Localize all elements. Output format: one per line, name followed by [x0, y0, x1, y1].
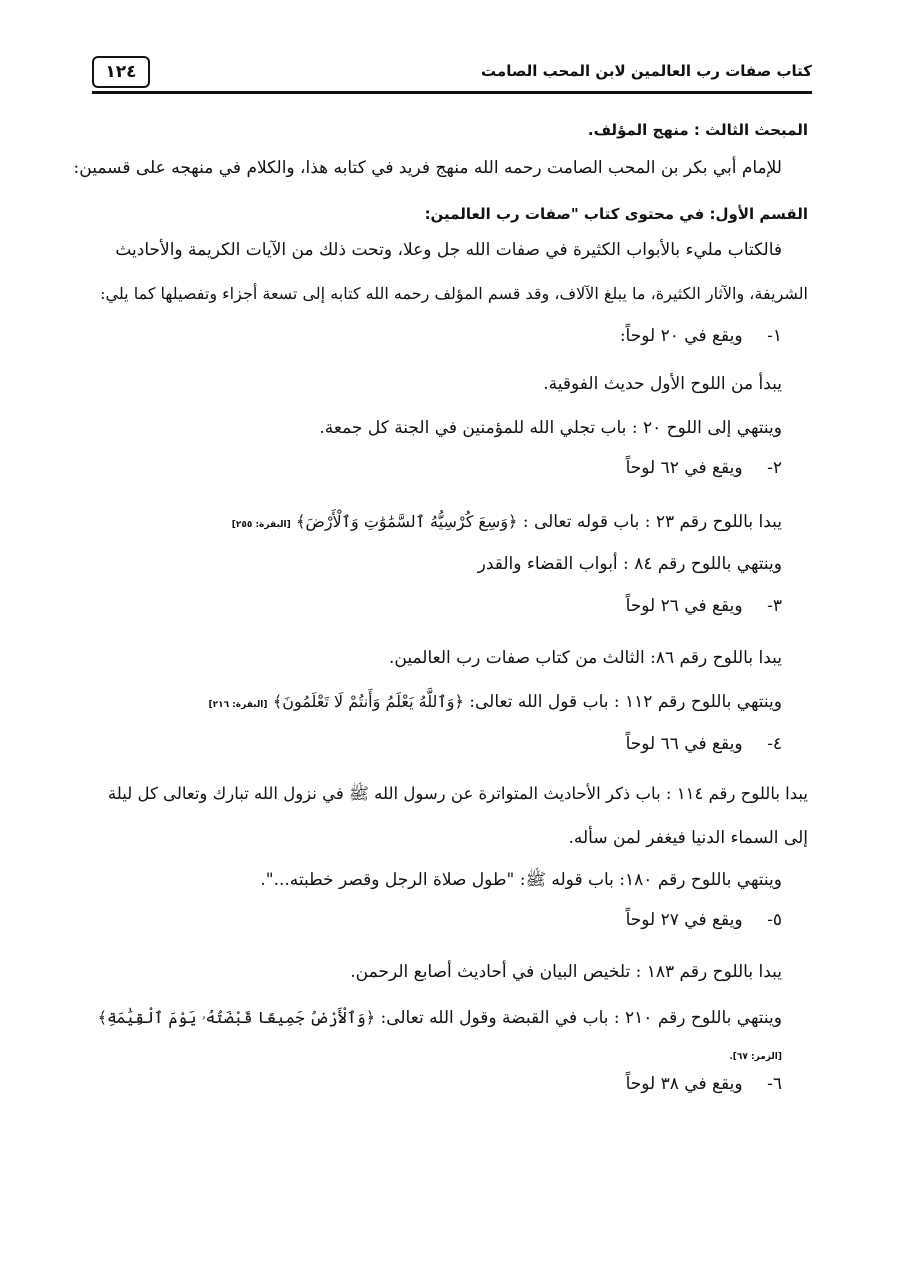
- running-title: كتاب صفات رب العالمين لابن المحب الصامت: [481, 62, 812, 80]
- list-item-title: [626, 908, 782, 932]
- item-end: وينتهي باللوح رقم ١٨٠: باب قوله ﷺ: "طول صلاة الرجل وقصر خطبته...".: [260, 870, 782, 890]
- item-title: ويقع في ٢٦ لوحاً: [625, 596, 743, 616]
- page-header: [92, 56, 812, 92]
- item-title: ويقع في ٢٧ لوحاً: [625, 910, 743, 930]
- item-number: ٣-: [767, 596, 782, 616]
- item-title: ويقع في ٦٢ لوحاً: [625, 458, 743, 478]
- item-start-continued: إلى السماء الدنيا فيغفر لمن سأله.: [568, 828, 808, 848]
- part-heading: القسم الأول: في محتوى كتاب "صفات رب العالمين:: [424, 205, 808, 223]
- item-number: ٦-: [767, 1074, 782, 1094]
- item-start: [232, 510, 782, 537]
- quran-verse: ﴿وَٱلْأَرْضُ جَمِيعًا قَبْضَتُهُۥ يَوْمَ ٱلْقِيَٰمَةِ﴾: [97, 1008, 376, 1027]
- list-item-title: [620, 324, 782, 348]
- item-title: ويقع في ٣٨ لوحاً: [625, 1074, 743, 1094]
- item-end: [208, 690, 782, 717]
- item-start: يبدا باللوح رقم ١١٤ : باب ذكر الأحاديث المتواترة عن رسول الله ﷺ في نزول الله تبارك وتعالى كل ليلة: [107, 784, 808, 803]
- paragraph-line: الشريفة، والآثار الكثيرة، ما يبلغ الآلاف، وقد قسم المؤلف رحمه الله كتابه إلى تسعة أجزاء وتفصيلها كما يلي:: [100, 284, 808, 303]
- item-start: يبدا باللوح رقم ١٨٣ : تلخيص البيان في أحاديث أصابع الرحمن.: [350, 962, 782, 982]
- page-number: ١٢٤: [92, 56, 150, 88]
- item-end: [98, 1006, 782, 1030]
- list-item-title: [626, 594, 782, 618]
- list-item-title: [626, 732, 782, 756]
- item-number: ٢-: [767, 458, 782, 478]
- item-end-text: وينتهي باللوح رقم ٢١٠ : باب في القبضة وقول الله تعالى:: [380, 1008, 782, 1028]
- item-start: يبدا باللوح رقم ٨٦: الثالث من كتاب صفات رب العالمين.: [389, 648, 782, 668]
- list-item-title: [626, 1072, 782, 1096]
- item-start-text: يبدا باللوح رقم ٢٣ : باب قوله تعالى :: [522, 512, 782, 532]
- verse-reference: [البقرة: ٢٥٥]: [231, 520, 291, 530]
- list-item-title: [626, 456, 782, 480]
- intro-paragraph: للإمام أبي بكر بن المحب الصامت رحمه الله منهج فريد في كتابه هذا، والكلام في منهجه على قسمين:: [73, 158, 782, 178]
- section-heading: المبحث الثالث : منهج المؤلف.: [587, 121, 808, 139]
- verse-reference: [البقرة: ٢١٦]: [208, 700, 268, 710]
- item-end-text: وينتهي باللوح رقم ١١٢ : باب قول الله تعالى:: [469, 692, 782, 712]
- item-start: يبدأ من اللوح الأول حديث الفوقية.: [543, 374, 782, 394]
- item-number: ٤-: [767, 734, 782, 754]
- quran-verse: ﴿وَٱللَّهُ يَعْلَمُ وَأَنتُمْ لَا تَعْلَمُونَ﴾: [272, 692, 464, 711]
- item-title: ويقع في ٢٠ لوحاً:: [619, 326, 743, 346]
- item-end: وينتهي باللوح رقم ٨٤ : أبواب القضاء والقدر: [477, 554, 782, 574]
- verse-reference-line: [729, 1042, 782, 1069]
- paragraph-line: فالكتاب مليء بالأبواب الكثيرة في صفات الله جل وعلا، وتحت ذلك من الآيات الكريمة والأحاديث: [115, 240, 782, 260]
- verse-reference: [الزمر: ٦٧].: [729, 1052, 782, 1062]
- item-number: ١-: [767, 326, 782, 346]
- item-number: ٥-: [767, 910, 782, 930]
- item-end: وينتهي إلى اللوح ٢٠ : باب تجلي الله للمؤمنين في الجنة كل جمعة.: [319, 418, 782, 438]
- header-rule: [92, 91, 812, 94]
- quran-verse: ﴿وَسِعَ كُرْسِيُّهُ ٱلسَّمَٰوَٰتِ وَٱلْأَرْضَ﴾: [296, 512, 518, 531]
- item-title: ويقع في ٦٦ لوحاً: [625, 734, 743, 754]
